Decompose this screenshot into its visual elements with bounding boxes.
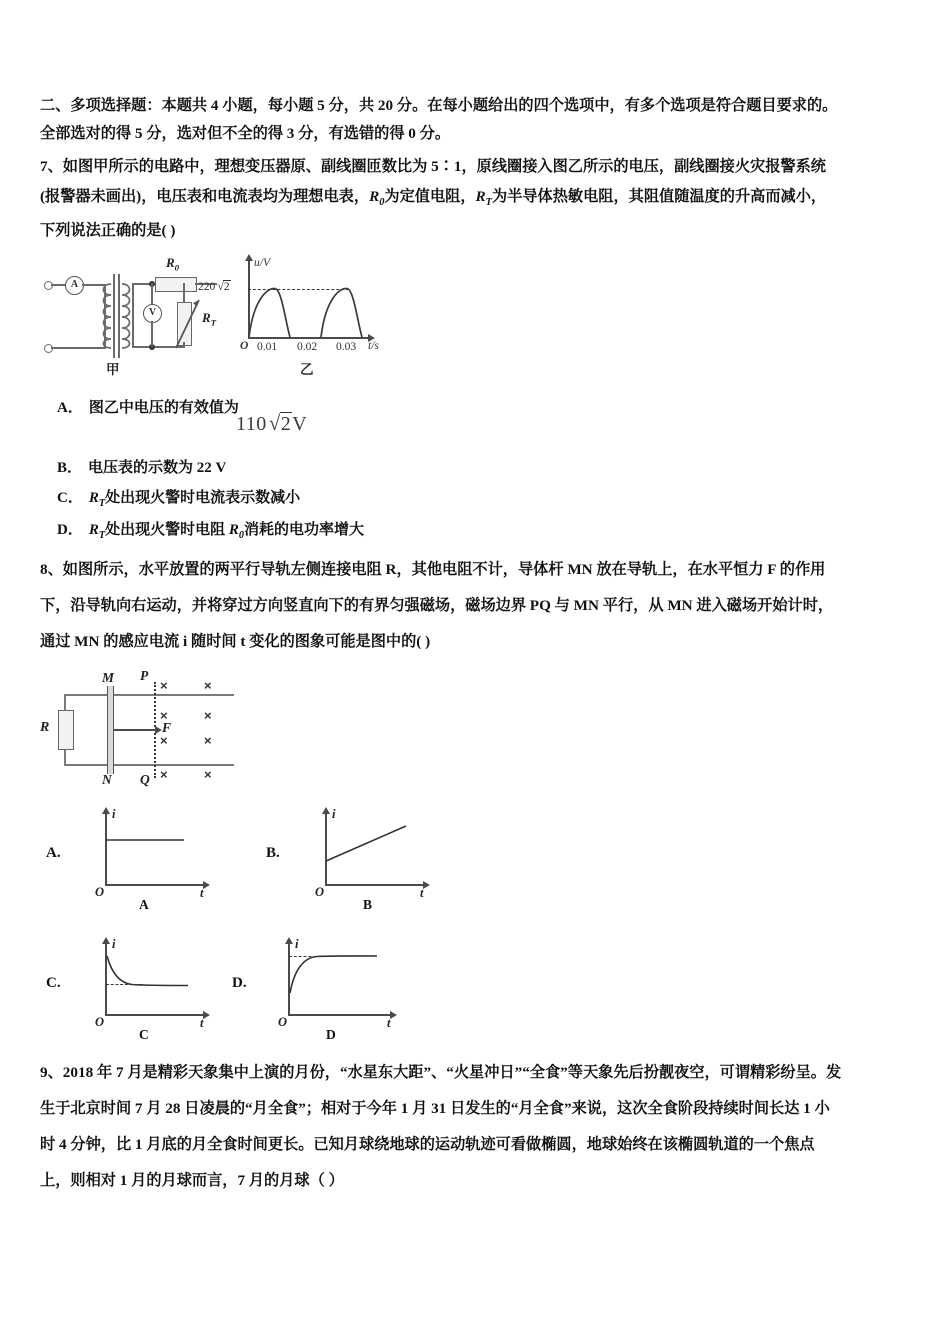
q7-option-c[interactable] [57,487,300,515]
q7-stem-line-1: 7、如图甲所示的电路中，理想变压器原、副线圈匝数比为 5∶1，原线圈接入图乙所示的电压，副线圈接火灾报警系统 [40,158,826,175]
q8-graph-a[interactable] [95,805,217,912]
wire-primary-bottom [51,347,106,349]
bar-label-m: M [102,670,115,685]
graph-curve [248,282,372,339]
field-cross: × [160,708,168,723]
graph-d-origin-label: O [278,1015,288,1029]
field-cross: × [204,733,212,748]
graph-b-x-label: t [420,886,424,900]
q7-option-a-text: 图乙中电压的有效值为 [88,400,239,416]
q7-option-d-symbol-rt: $R_T$ [88,522,106,541]
bar-label-n: N [102,772,112,787]
q8-graph-option-c-label[interactable]: C. [46,975,61,991]
q7-option-b-text: 电压表的示数为 22 V [88,460,227,476]
q7-option-d-label: D． [57,522,83,538]
field-cross: × [204,678,212,693]
rail-bottom [64,764,234,766]
q8-stem-line-2: 下，沿导轨向右运动，并将穿过方向竖直向下的有界匀强磁场，磁场边界 PQ 与 MN 平行，从 MN 进入磁场开始计时， [40,597,834,614]
wire-voltmeter-top [151,283,153,304]
resistor-r0 [155,277,197,292]
q7-option-b[interactable] [57,457,226,479]
graph-c-x-label: t [200,1016,204,1030]
q7-option-b-label: B． [57,460,83,476]
q8-graph-b[interactable] [315,805,437,912]
q8-graph-option-d-label[interactable]: D. [232,975,247,991]
q8-graph-c[interactable] [95,935,217,1042]
graph-c-origin-label: O [95,1015,105,1029]
section-heading-line-2: 全部选对的得 5 分，选对但不全的得 3 分，有选错的得 0 分。 [40,125,451,142]
q8-stem-line-3: 通过 MN 的感应电流 i 随时间 t 变化的图象可能是图中的( ) [40,633,431,650]
q9-stem-line-1: 9、2018 年 7 月是精彩天象集中上演的月份，“水星东大距”、“火星冲日”“全食”等天象先后扮靓夜空，可谓精彩纷呈。发 [40,1064,842,1081]
transformer-core-right [118,274,120,358]
conductor-bar-mn [107,686,114,774]
graph-peak-label: 220 √2 [198,279,230,293]
q9-stem-line-3: 时 4 分钟，比 1 月底的月全食时间更长。已知月球绕地球的运动轨迹可看做椭圆，地球始终在该椭圆轨道的一个焦点 [40,1136,815,1153]
graph-a-curve [106,813,206,885]
graph-c-y-label: i [112,937,116,951]
q7-stem-line-3: 下列说法正确的是( ) [40,222,176,239]
graph-d-curve [289,943,393,1015]
graph-xtick-1: 0.01 [257,341,278,353]
graph-a-name: A [139,897,149,912]
q8-rails-figure [40,668,332,787]
q7-stem-line-2 [40,182,920,218]
q7-option-d-symbol-r0: $R_0$ [228,522,244,541]
graph-origin-label: O [240,340,249,352]
boundary-label-p: P [140,668,149,683]
graph-b-name: B [363,897,373,912]
q7-option-a-label: A． [57,400,83,416]
voltmeter-label: V [148,307,157,318]
transformer-primary-coil [99,282,112,350]
q7-option-c-text: 处出现火警时电流表示数减小 [105,490,301,506]
q7-option-a-formula: 110√2V [236,411,308,435]
wire-voltmeter-bottom [151,321,153,347]
y-axis-arrow-icon [245,254,253,261]
boundary-label-q: Q [140,772,150,787]
q7-option-d[interactable] [57,519,364,547]
rail-top [64,694,234,696]
q7-option-d-text-post: 消耗的电功率增大 [243,522,364,538]
field-cross: × [160,733,168,748]
q7-figure [44,252,384,380]
graph-c-curve [106,943,206,1015]
q7-figure-caption-left: 甲 [106,362,120,377]
q7-option-a[interactable] [57,397,239,419]
q7-stem-l2-pre: (报警器未画出)，电压表和电流表均为理想电表， [40,188,370,205]
q8-graph-option-a-label[interactable]: A. [46,845,61,861]
q8-graph-d[interactable] [278,935,400,1042]
ammeter-label: A [70,279,79,290]
q7-stem-l2-mid: 为定值电阻， [384,188,476,205]
wire-rt-bottom [183,342,185,348]
q7-stem-l2-post: 为半导体热敏电阻，其阻值随温度的升高而减小， [491,188,827,205]
graph-x-axis-label: t/s [368,340,379,352]
graph-a-x-label: t [200,886,204,900]
graph-d-name: D [326,1027,336,1042]
field-cross: × [160,678,168,693]
field-cross: × [204,708,212,723]
force-arrow [114,729,156,731]
graph-b-curve [326,813,426,885]
graph-a-origin-label: O [95,885,105,899]
q7-symbol-r0: $R_0$ [369,188,385,209]
graph-d-x-label: t [387,1016,391,1030]
q8-stem-line-1: 8、如图所示，水平放置的两平行导轨左侧连接电阻 R，其他电阻不计，导体杆 MN 放在导轨上，在水平恒力 F 的作用 [40,561,826,578]
graph-xtick-3: 0.03 [336,341,357,353]
resistor-R-label: R [40,720,50,735]
graph-a-y-label: i [112,807,116,821]
q8-graph-option-b-label[interactable]: B. [266,845,280,861]
q7-option-d-text-mid: 处出现火警时电阻 [105,522,229,538]
section-heading-line-1: 二、多项选择题：本题共 4 小题，每小题 5 分，共 20 分。在每小题给出的四个选项中，有多个选项是符合题目要求的。 [40,97,838,114]
q9-stem-line-2: 生于北京时间 7 月 28 日凌晨的“月全食”；相对于今年 1 月 31 日发生的“月全食”来说，这次全食阶段持续时间长达 1 小 [40,1100,830,1117]
field-cross: × [204,767,212,782]
field-cross: × [160,767,168,782]
resistor-rt-label: $R_T$ [202,310,217,328]
graph-y-axis-label: u/V [254,257,270,269]
wire-primary-top-a [51,284,65,286]
force-label-f: F [162,720,172,735]
q7-option-c-symbol-rt: $R_T$ [88,490,106,509]
graph-b-y-label: i [332,807,336,821]
graph-b-origin-label: O [315,885,325,899]
q9-stem-line-4: 上，则相对 1 月的月球而言，7 月的月球（ ） [40,1172,344,1189]
wire-secondary-left [132,283,134,348]
transformer-core-left [113,274,115,358]
resistor-r0-label: $R_0$ [166,255,180,273]
graph-d-y-label: i [295,937,299,951]
resistor-R [58,710,74,750]
q7-figure-caption-right: 乙 [300,362,314,377]
graph-xtick-2: 0.02 [297,341,318,353]
graph-c-name: C [139,1027,149,1042]
q7-symbol-rt: $R_T$ [475,188,492,209]
q7-option-c-label: C． [57,490,83,506]
q7-voltage-graph [196,252,384,377]
